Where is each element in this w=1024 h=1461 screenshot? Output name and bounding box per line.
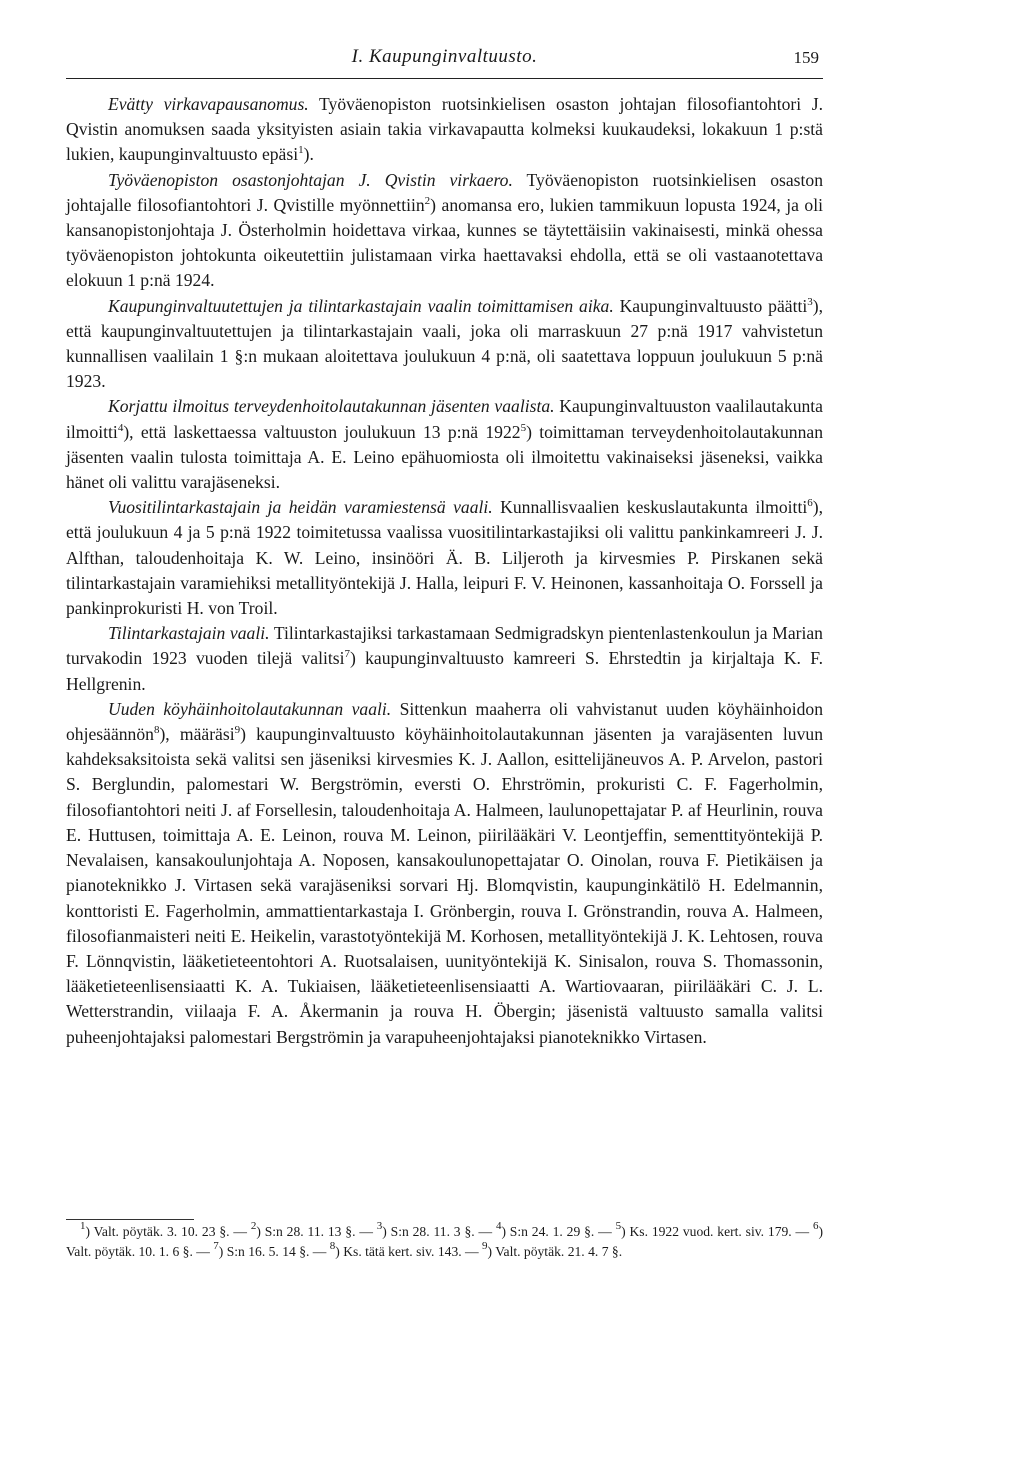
paragraph-heading: Tilintarkastajain vaali. — [108, 623, 270, 644]
footnote-entry: ) Valt. pöytäk. 10. 1. 6 §. — — [66, 1224, 824, 1259]
footnote-ref: 4 — [117, 421, 124, 434]
footnote-ref: 5 — [520, 421, 527, 434]
footnote-entry: ) Valt. pöytäk. 3. 10. 23 §. — — [85, 1224, 251, 1239]
paragraph-body: ) toimittaman terveydenhoitolautakunnan jäsenten vaalin tulosta toimittaja A. E. Leino epähuomiosta oli ilmoitettu vakinaiseksi jäseneksi, vaikka hänet oli valittu varajäseneksi. — [66, 421, 823, 493]
footnote-entry: ) S:n 28. 11. 13 §. — — [256, 1224, 377, 1239]
paragraph-body: ), että laskettaessa valtuuston joulukuun 13 p:nä 1922 — [123, 421, 521, 442]
footnote-ref: 3 — [807, 295, 813, 308]
paragraph-auditors-election — [66, 621, 823, 697]
footnote-entry: ) S:n 28. 11. 3 §. — — [382, 1224, 496, 1239]
footnotes — [66, 1219, 823, 1261]
footnote-mark: 8 — [329, 1239, 336, 1252]
footnote-entry: ) Ks. tätä kert. siv. 143. — — [335, 1243, 483, 1259]
paragraph-body: ), että joulukuun 4 ja 5 p:nä 1922 toimitetussa vaalissa vuositilintarkastajiksi oli valittu pankinkamreeri J. J. Alfthan, taloudenhoitaja K. W. Leino, insinööri Ä. B. Liljeroth ja kirvesmies P. Pirskanen sekä tilintarkastajain varamiehiksi metallityöntekijä J. Halla, leipuri F. V. Heinonen, kassanhoitaja O. Forssell ja pankinprokuristi H. von Troil. — [66, 497, 823, 619]
paragraph-heading: Uuden köyhäinhoitolautakunnan vaali. — [108, 698, 392, 719]
page-header — [66, 44, 823, 79]
paragraph-body: ), että kaupunginvaltuutettujen ja tilintarkastajain vaali, joka oli marraskuun 27 p:nä 1917 vahvistetun kunnallisen vaalilain 1 §:n mukaan aloitettava joulukuun 4 p:nä, oli saatettava loppuun joulukuun 5 p:nä 1923. — [66, 295, 823, 392]
paragraph-body: Kaupunginvaltuusto päätti — [613, 295, 808, 316]
footnote-ref: 2 — [424, 194, 431, 207]
footnote-text — [66, 1222, 823, 1261]
footnote-ref: 6 — [807, 497, 813, 510]
footnote-mark: 2 — [250, 1220, 257, 1232]
paragraph-election-time — [66, 294, 823, 395]
paragraph-body: ) kaupunginvaltuusto köyhäinhoitolautakunnan jäsenten ja varajäsenten luvun kahdeksaksitoista sekä valitsi sen jäseniksi kirvesmies K. J. Aallon, esittelijäneuvos A. P. Arvelon, pastori S. Berglundin, palomestari W. Bergströmin, eversti O. Ehrströmin, prokuristi C. F. Fagerholmin, filosofiantohtori neiti J. af Forsellesin, taloudenhoitaja A. Halmeen, laulunopettajatar P. af Heurlinin, rouva E. Huttusen, toimittaja A. E. Leinon, rouva M. Leinon, piirilääkäri V. Leontjeffin, sementtityöntekijä P. Nevalaisen, kansakoulunjohtaja A. Noposen, kansakoulunopettajatar O. Oinolan, rouva F. Pietikäisen ja pianoteknikko J. Virtasen sekä varajäseniksi sorvari Hj. Blomqvistin, kaupunginkätilö H. Edelmannin, konttoristi E. Fagerholmin, ammattientarkastaja I. Grönbergin, rouva I. Grönstrandin, rouva A. Halmeen, filosofianmaisteri neiti E. Heikelin, varastotyöntekijä M. Korhosen, metallityöntekijä J. K. Lehtosen, rouva F. Lönnqvistin, lääketieteentohtori A. Ruotsalaisen, uunityöntekijä K. Sinisalon, rouva S. Thomassonin, lääketieteenlisensiaatti K. A. Tukiaisen, lääketieteenlisensiaatti A. Wartiovaaran, piirilääkäri C. J. L. Wetterstrandin, viilaaja F. A. Åkermanin ja rouva H. Öbergin; jäsenistä valtuusto samalla valitsi puheenjohtajaksi palomestari Bergströmin ja varapuheenjohtajaksi pianoteknikko Virtasen. — [66, 724, 823, 1047]
footnote-mark: 9 — [482, 1239, 488, 1252]
footnote-ref: 8 — [153, 724, 160, 737]
footnote-entry: ) Ks. 1922 vuod. kert. siv. 179. — — [621, 1224, 813, 1239]
paragraph-body: Kunnallisvaalien keskuslautakunta ilmoitti — [492, 497, 808, 518]
footnote-mark: 6 — [812, 1220, 819, 1232]
paragraph-poor-relief-board — [66, 697, 823, 1050]
paragraph-resignation — [66, 168, 823, 294]
footnote-ref: 1 — [298, 144, 304, 157]
paragraph-heading: Korjattu ilmoitus terveydenhoitolautakunnan jäsenten vaalista. — [108, 396, 555, 417]
paragraph-body: Sittenkun maaherra oli vahvistanut uuden köyhäinhoidon ohjesäännön — [66, 698, 823, 745]
footnote-mark: 3 — [376, 1220, 383, 1232]
footnote-mark: 7 — [213, 1239, 219, 1252]
footnote-mark: 5 — [615, 1220, 622, 1232]
page-number: 159 — [793, 48, 819, 67]
paragraph-heading: Evätty virkavapausanomus. — [108, 94, 309, 114]
footnote-entry: ) Valt. pöytäk. 21. 4. 7 §. — [487, 1243, 623, 1259]
paragraph-body: ). — [303, 144, 314, 165]
footnote-ref: 7 — [344, 648, 350, 661]
footnote-mark: 4 — [495, 1220, 502, 1232]
paragraph-body: Työväenopiston ruotsinkielisen osaston johtajan filosofiantohtori J. Qvistin anomuksen saada yksityisten asiain takia virkavapautta kolmeksi kuukaudeksi, lokakuun 1 p:stä lukien, kaupunginvaltuusto epäsi — [66, 94, 824, 165]
paragraph-body: Työväenopiston ruotsinkielisen osaston johtajalle filosofiantohtori J. Qvistille myönnettiin — [66, 169, 824, 215]
paragraph-body: ) anomansa ero, lukien tammikuun lopusta 1924, ja oli kansanopistonjohtaja J. Österholmin hoidettava virkaa, kunnes se täytettäisiin vakinaisesti, minkä ohessa työväenopiston johtokunta oikeutettiin julistamaan virka haettavaksi ehdolla, että se oli vastaanotettava elokuun 1 p:nä 1924. — [66, 194, 823, 291]
footnote-mark: 1 — [80, 1220, 86, 1232]
paragraph-heading: Kaupunginvaltuutettujen ja tilintarkastajain vaalin toimittamisen aika. — [108, 295, 614, 316]
paragraph-health-board-correction — [66, 394, 823, 495]
paragraph-heading: Työväenopiston osastonjohtajan J. Qvistin virkaero. — [108, 169, 513, 190]
footnote-entry: ) S:n 16. 5. 14 §. — — [218, 1243, 330, 1259]
paragraph-body: ) kaupunginvaltuusto kamreeri S. Ehrstedtin ja kirjaltaja K. F. Hellgrenin. — [66, 648, 823, 694]
footnote-ref: 9 — [234, 724, 241, 737]
running-title: I. Kaupunginvaltuusto. — [351, 46, 538, 67]
paragraph-annual-auditors — [66, 495, 823, 621]
paragraph-body: ), määräsi — [159, 724, 235, 745]
paragraph-body: Tilintarkastajiksi tarkastamaan Sedmigradskyn pientenlastenkoulun ja Marian turvakodin 1923 vuoden tilejä valitsi — [66, 623, 823, 669]
paragraph-heading: Vuositilintarkastajain ja heidän varamiestensä vaali. — [108, 497, 493, 518]
footnote-entry: ) S:n 24. 1. 29 §. — — [501, 1224, 616, 1239]
main-text — [66, 92, 823, 1050]
paragraph-body: Kaupunginvaltuuston vaalilautakunta ilmoitti — [66, 396, 823, 442]
paragraph-leave-of-absence — [66, 92, 823, 168]
